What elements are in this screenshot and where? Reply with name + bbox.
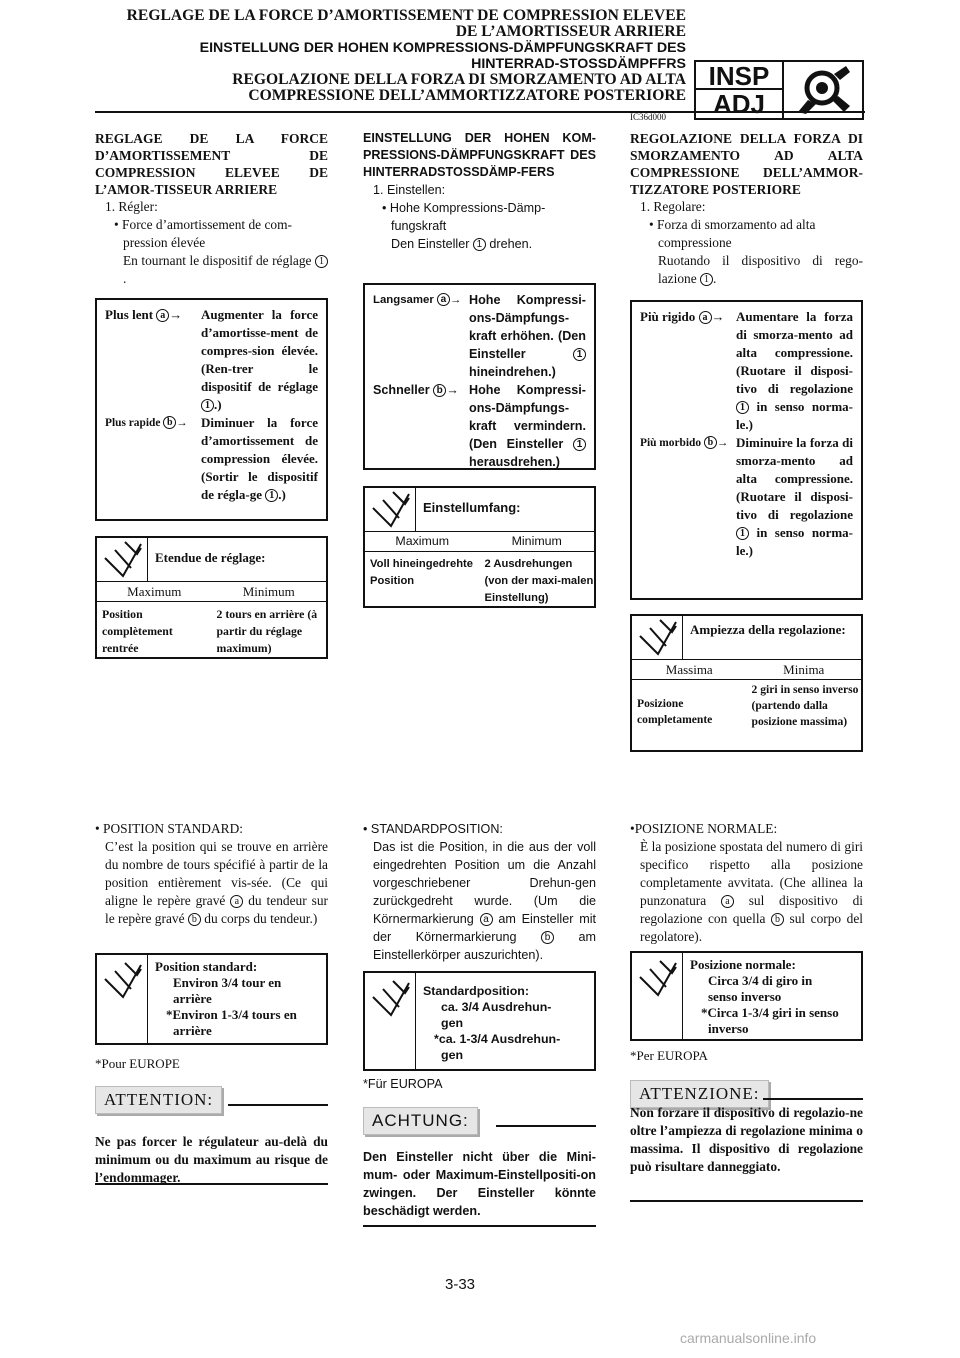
it-soft-desc: Diminuire la forza di smorza-mento ad alta compressione. (Ruotare il disposi-tivo di regolazione 1 in senso norma-le.) [736, 435, 854, 558]
it-std-box [630, 951, 863, 1041]
fr-adjust-box [95, 298, 328, 521]
it-instruction: Ruotando il dispositivo di rego-lazione 1 . [658, 253, 863, 286]
fr-intro [95, 130, 328, 288]
it-std-bullet: •POSIZIONE NORMALE: [630, 821, 778, 836]
fr-std-box [95, 953, 328, 1045]
fr-step: 1. Régler: [105, 199, 158, 214]
it-hard-label: Più rigido a → [640, 309, 725, 324]
de-step: 1. Einstellen: [373, 183, 446, 197]
it-std-values: Posizione normale: Circa 3/4 di giro in senso inverso *Circa 1-3/4 giri in senso inverso [690, 957, 839, 1036]
insp-label: INSP [696, 62, 782, 90]
it-step: 1. Regolare: [640, 199, 706, 214]
de-max-value: Voll hineingedrehte Position [370, 558, 473, 587]
de-col-max: Maximum [395, 534, 450, 548]
fr-bullet: • Force d’amortissement de com-pression élevée [114, 217, 292, 250]
de-title: EINSTELLUNG DER HOHEN KOM-PRESSIONS-DÄMPFUNGSKRAFT DES HINTERRADSTOSSDÄMP-FERS [363, 131, 596, 179]
fr-fast-label: Plus rapide b → [105, 417, 188, 429]
wrench-spec-icon [636, 959, 680, 999]
header-line: COMPRESSIONE DELL’AMMORTIZZATORE POSTERIORE [248, 87, 686, 104]
it-range-box [630, 614, 863, 752]
fr-instruction: En tournant le dispositif de réglage 1. [95, 252, 328, 288]
de-min-value: 2 Ausdrehungen (von der maxi-malen Einstellung) [484, 558, 594, 604]
de-std-box [363, 971, 596, 1071]
fr-std-values: Position standard: Environ 3/4 tour en arrière *Environ 1-3/4 tours en arrière [155, 959, 297, 1038]
wrench-spec-icon [369, 979, 413, 1019]
fr-europe-note: *Pour EUROPE [95, 1056, 180, 1071]
de-bullet: • Hohe Kompressions-Dämp-fungskraft [382, 201, 546, 233]
it-std-text: È la posizione spostata del numero di giri specifico rispetto alla posizione completamente avvitata. (Che allinea la punzonatura a sul dispositivo di regolazione con quella b sul corpo del regolatore). [640, 839, 863, 944]
it-caution-text: Non forzare il dispositivo di regolazio-ne oltre l’ampiezza di regolazione minima o massima. Il dispositivo di regolazione può risultare danneggiato. [630, 1105, 863, 1174]
it-hard-desc: Aumentare la forza di smorza-mento ad alta compressione. (Ruotare il disposi-tivo di regolazione 1 in senso norma-le.) [736, 309, 854, 432]
de-std-values: Standardposition: ca. 3/4 Ausdrehun- gen *ca. 1-3/4 Ausdrehun- gen [423, 984, 561, 1062]
it-col-min: Minima [783, 662, 825, 677]
header-line: EINSTELLUNG DER HOHEN KOMPRESSIONS-DÄMPFUNGSKRAFT DES [199, 40, 686, 56]
insp-adj-badge [694, 60, 864, 120]
fr-slow-desc: Augmenter la force d’amortisse-ment de compres-sion élevée. (Ren-trer le dispositif de réglage 1 .) [201, 307, 318, 412]
fr-std-bullet: • POSITION STANDARD: [95, 821, 243, 836]
fr-col-max: Maximum [127, 584, 182, 599]
fr-min-value: 2 tours en arrière (à partir du réglage maximum) [216, 607, 318, 655]
it-title: REGOLAZIONE DELLA FORZA DI SMORZAMENTO AD ALTA COMPRESSIONE DELL’AMMOR-TIZZATORE POSTERIORE [630, 131, 863, 197]
fr-caution-text: Ne pas forcer le régulateur au-delà du minimum ou du maximum au risque de l’endommager. [95, 1134, 328, 1185]
it-intro [630, 130, 863, 288]
wrench-spec-icon [101, 540, 145, 580]
de-range-title: Einstellumfang: [423, 500, 521, 515]
watermark: carmanualsonline.info [680, 1330, 817, 1346]
de-col-min: Minimum [511, 534, 562, 548]
de-adjust-box [363, 283, 596, 470]
header-line: REGOLAZIONE DELLA FORZA DI SMORZAMENTO AD ALTA [232, 71, 686, 88]
section-header [60, 8, 686, 104]
it-europe-note: *Per EUROPA [630, 1048, 708, 1063]
de-caution-header: ACHTUNG: [363, 1107, 596, 1139]
it-min-value: 2 giri in senso inverso (partendo dalla posizione massima) [751, 683, 859, 728]
header-line: DE L’AMORTISSEUR ARRIERE [455, 23, 686, 40]
fr-title: REGLAGE DE LA FORCE D’AMORTISSEMENT DE COMPRESSION ELEVEE DE L’AMOR-TISSEUR ARRIERE [95, 131, 328, 197]
de-instruction: Den Einsteller 1 drehen. [391, 237, 533, 251]
de-caution-text: Den Einsteller nicht über die Mini-mum- oder Maximum-Einstellpositi-on zwingen. Der Einsteller könnte beschädigt werden. [363, 1150, 596, 1218]
wrench-icon [788, 64, 860, 116]
de-fast-desc: Hohe Kompressi-ons-Dämpfungs-kraft vermindern. (Den Einsteller 1 herausdrehen.) [469, 383, 586, 469]
it-soft-label: Più morbido b → [640, 437, 729, 449]
de-slow-desc: Hohe Kompressi-ons-Dämpfungs-kraft erhöhen. (Den Einsteller 1 hineindrehen.) [469, 293, 586, 379]
fr-range-title: Etendue de réglage: [155, 550, 266, 565]
it-bullet: • Forza di smorzamento ad alta compressione [649, 217, 816, 250]
it-col-max: Massima [665, 662, 713, 677]
de-europe-note: *Für EUROPA [363, 1077, 443, 1091]
wrench-spec-icon [101, 961, 145, 1001]
wrench-spec-icon [636, 618, 680, 658]
de-standard [363, 820, 596, 964]
it-caution-header: ATTENZIONE: [630, 1080, 863, 1112]
de-slow-label: Langsamer a → [373, 294, 462, 306]
fr-fast-desc: Diminuer la force d’amortissement de compression élevée. (Sortir le dispositif de régla-ge 1 .) [201, 415, 318, 502]
it-max-value: Posizione completamente [637, 697, 713, 726]
section-code: IC36d000 [630, 112, 666, 122]
de-range-box [363, 486, 596, 608]
de-std-bullet: • STANDARDPOSITION: [363, 822, 503, 836]
fr-standard [95, 820, 328, 928]
fr-range-box [95, 536, 328, 659]
fr-slow-label: Plus lent a → [105, 307, 183, 322]
fr-std-text: C’est la position qui se trouve en arrière du nombre de tours spécifié à partir de la position entièrement vis-sée. (Ce qui aligne le repère gravé a du tendeur sur le repère gravé b du corps du tendeur.) [105, 839, 328, 926]
adj-label: ADJ [712, 89, 765, 119]
page-number: 3-33 [445, 1276, 476, 1293]
it-range-title: Ampiezza della regolazione: [690, 622, 846, 637]
header-line: HINTERRAD-STOSSDÄMPFFRS [471, 56, 686, 72]
it-adjust-box [630, 300, 863, 600]
de-std-text: Das ist die Position, in die aus der voll eingedrehten Position um die Anzahl vorgeschriebener Drehun-gen zurückgedreht wurde. (Um die Körnermarkierung a am Einsteller mit der Körnermarkierung b am Einstellerkörper auszurichten). [373, 840, 596, 962]
fr-max-value: Position complètement rentrée [102, 607, 173, 655]
de-fast-label: Schneller b → [373, 383, 459, 397]
fr-col-min: Minimum [242, 584, 295, 599]
fr-caution-header: ATTENTION: [95, 1086, 328, 1118]
de-intro [363, 130, 596, 253]
wrench-spec-icon [369, 490, 413, 530]
it-standard [630, 820, 863, 946]
header-line: REGLAGE DE LA FORCE D’AMORTISSEMENT DE COMPRESSION ELEVEE [126, 7, 686, 24]
